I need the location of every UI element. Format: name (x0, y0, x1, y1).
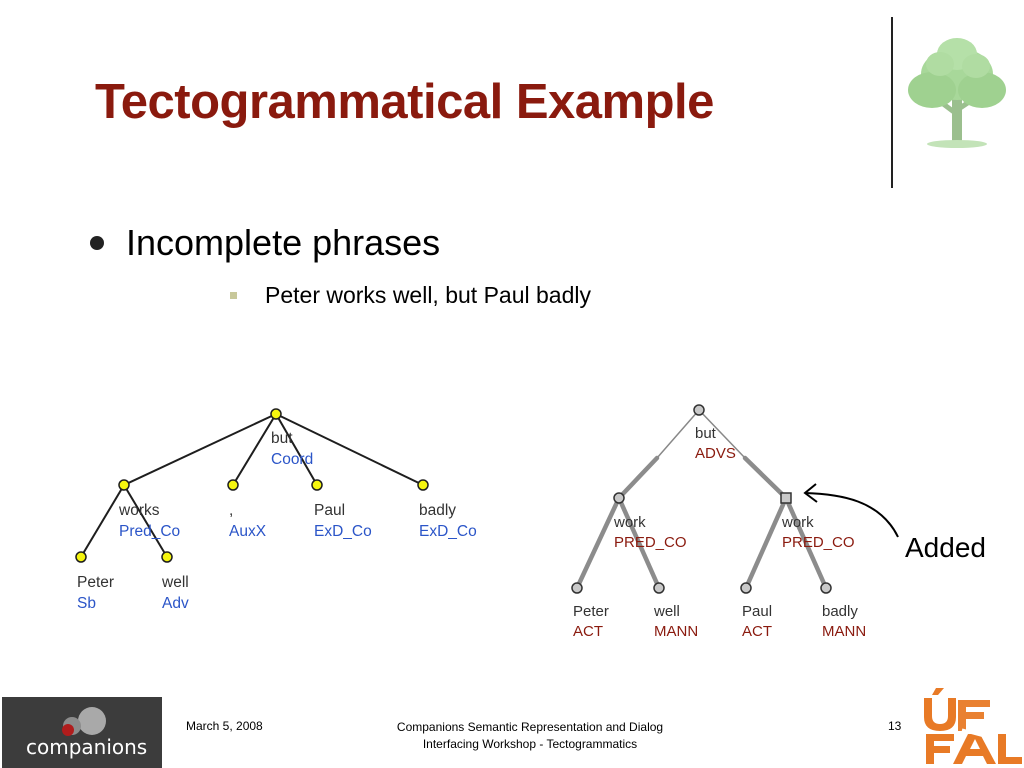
bullet-level1-text: Incomplete phrases (126, 222, 441, 263)
footer-event-line1: Companions Semantic Representation and Dialog (396, 720, 664, 734)
node-func: ACT (573, 623, 603, 640)
node-word: work (782, 514, 814, 531)
tectogrammatical-tree (572, 405, 986, 640)
footer-date: March 5, 2008 (186, 719, 263, 733)
tree-node (228, 480, 238, 490)
node-func: ExD_Co (419, 523, 477, 540)
node-func: MANN (654, 623, 699, 640)
bullet-level2-text: Peter works well, but Paul badly (265, 282, 591, 308)
slide-title: Tectogrammatical Example (95, 75, 714, 129)
node-func: AuxX (229, 523, 267, 540)
node-word: badly (822, 603, 858, 620)
node-func: PRED_CO (782, 534, 855, 551)
tree-node (271, 409, 281, 419)
tree-node (418, 480, 428, 490)
node-word: badly (419, 502, 457, 519)
footer-event-line2: Interfacing Workshop - Tectogrammatics (422, 737, 638, 751)
page-number: 13 (888, 719, 902, 733)
companions-spheres-icon (2, 697, 162, 737)
added-node (781, 493, 791, 503)
node-word: but (695, 425, 716, 442)
added-label: Added (905, 532, 986, 563)
tree-node (572, 583, 582, 593)
node-func: ExD_Co (314, 523, 372, 540)
node-func: Sb (77, 595, 96, 612)
tree-node (741, 583, 751, 593)
node-word: Peter (573, 603, 609, 620)
ufal-logo (918, 686, 1024, 766)
node-func: ACT (742, 623, 772, 640)
node-word: well (654, 603, 680, 620)
node-func: Adv (162, 595, 189, 612)
footer-event (360, 719, 700, 753)
analytical-tree (76, 409, 477, 612)
companions-logo-text: companions (26, 735, 148, 759)
companions-logo (2, 697, 162, 768)
node-func: MANN (822, 623, 867, 640)
tree-node (694, 405, 704, 415)
tree-node (76, 552, 86, 562)
node-word: works (119, 502, 160, 519)
node-word: work (614, 514, 646, 531)
tree-node (654, 583, 664, 593)
tree-node (162, 552, 172, 562)
node-func: PRED_CO (614, 534, 687, 551)
node-func: Coord (271, 451, 314, 468)
node-func: Pred_Co (119, 523, 181, 540)
tree-node (614, 493, 624, 503)
node-word: , (229, 502, 234, 519)
node-word: Paul (742, 603, 773, 620)
tree-node (119, 480, 129, 490)
node-word: well (162, 574, 189, 591)
node-word: Paul (314, 502, 346, 519)
node-func: ADVS (695, 445, 736, 462)
added-arrow-icon (805, 493, 898, 537)
tree-node (312, 480, 322, 490)
node-word: Peter (77, 574, 115, 591)
tree-node (821, 583, 831, 593)
node-word: but (271, 430, 293, 447)
